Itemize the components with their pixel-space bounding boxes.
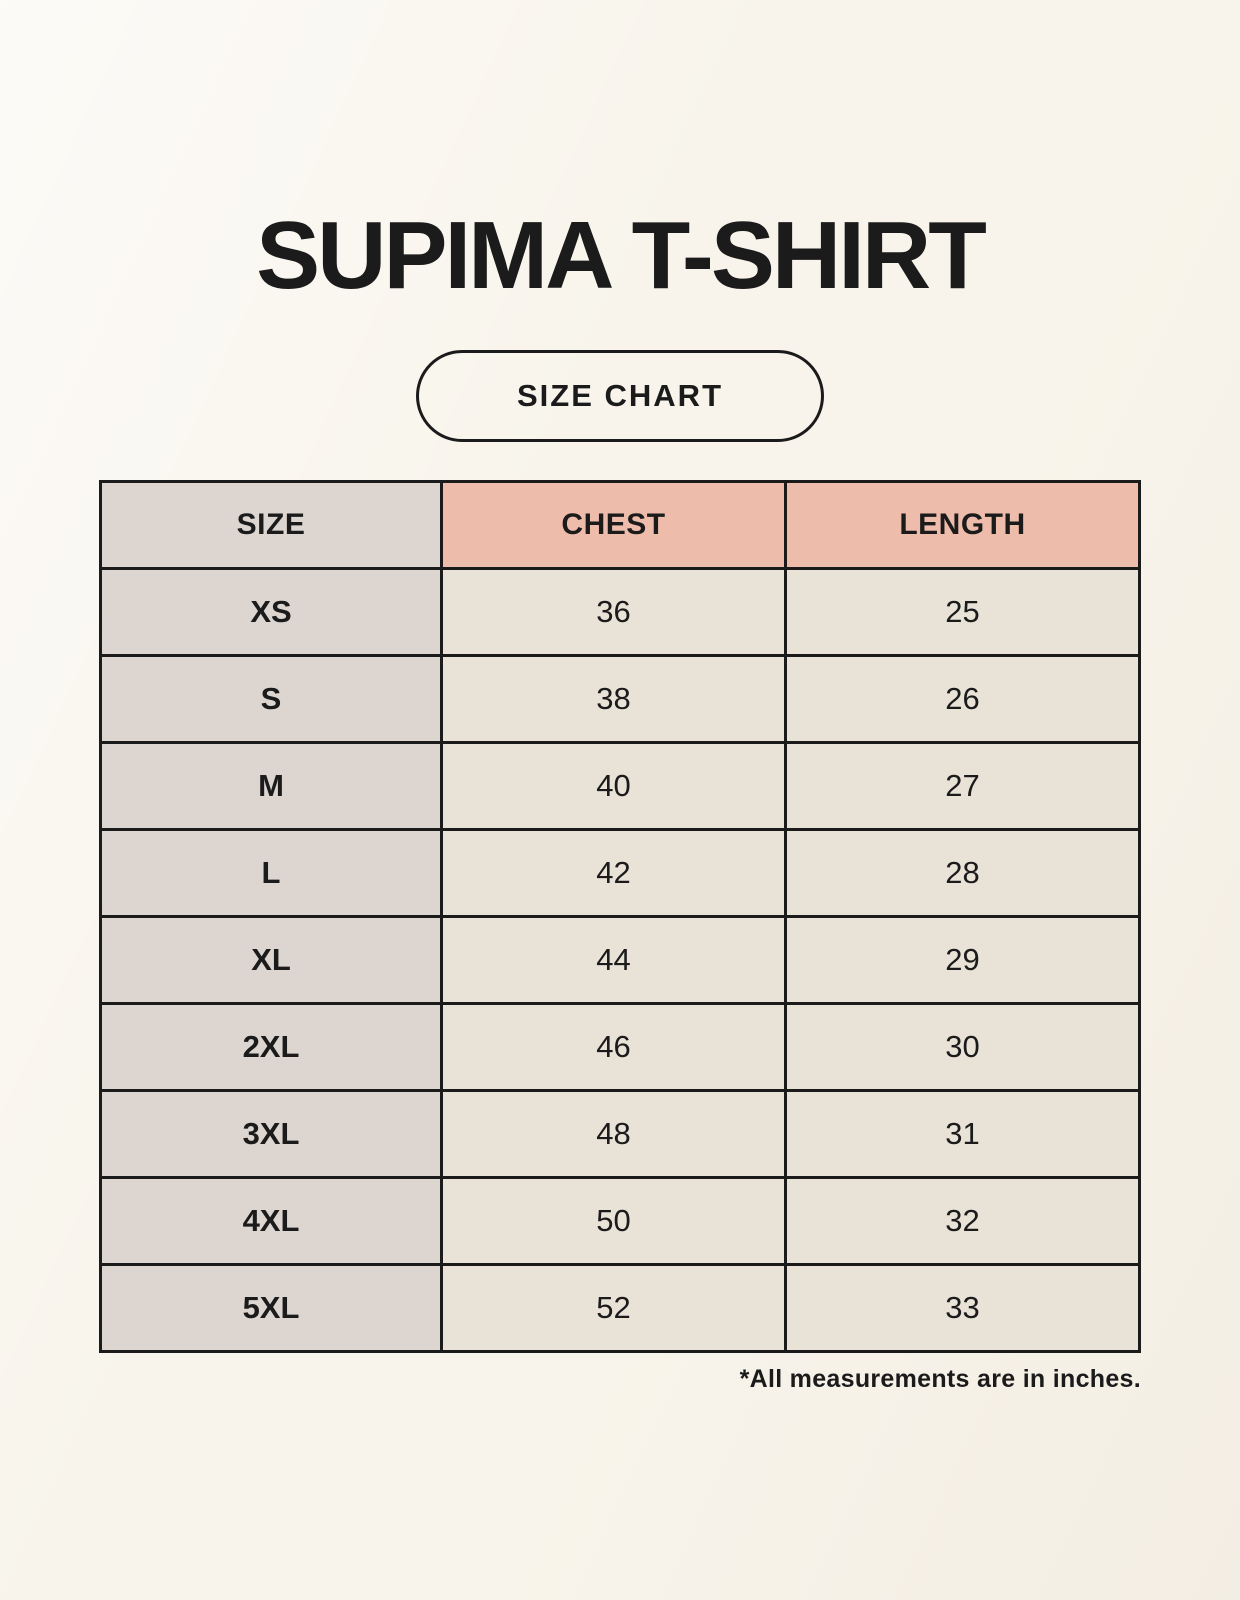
chest-cell: 38 xyxy=(442,656,786,743)
measurements-footnote: *All measurements are in inches. xyxy=(739,1365,1141,1393)
size-cell: 4XL xyxy=(101,1178,442,1265)
table-row xyxy=(101,1178,1140,1265)
length-cell: 27 xyxy=(786,743,1140,830)
size-chart-badge xyxy=(416,350,824,442)
table-row xyxy=(101,917,1140,1004)
size-chart-badge-label: SIZE CHART xyxy=(517,378,723,413)
chest-cell: 52 xyxy=(442,1265,786,1352)
table-row xyxy=(101,830,1140,917)
size-cell: XS xyxy=(101,569,442,656)
chest-cell: 40 xyxy=(442,743,786,830)
size-cell: 3XL xyxy=(101,1091,442,1178)
chest-cell: 42 xyxy=(442,830,786,917)
length-cell: 30 xyxy=(786,1004,1140,1091)
length-cell: 31 xyxy=(786,1091,1140,1178)
size-cell: 5XL xyxy=(101,1265,442,1352)
table-row xyxy=(101,743,1140,830)
size-table-body xyxy=(101,569,1140,1352)
length-cell: 29 xyxy=(786,917,1140,1004)
table-row xyxy=(101,1004,1140,1091)
chest-cell: 48 xyxy=(442,1091,786,1178)
chest-cell: 44 xyxy=(442,917,786,1004)
column-header-size: SIZE xyxy=(101,482,442,569)
size-cell: L xyxy=(101,830,442,917)
size-cell: S xyxy=(101,656,442,743)
length-cell: 32 xyxy=(786,1178,1140,1265)
chest-cell: 46 xyxy=(442,1004,786,1091)
table-row xyxy=(101,1265,1140,1352)
column-header-length: LENGTH xyxy=(786,482,1140,569)
page-title: SUPIMA T-SHIRT xyxy=(256,202,984,309)
header-row xyxy=(101,482,1140,569)
size-cell: XL xyxy=(101,917,442,1004)
size-table-head xyxy=(101,482,1140,569)
table-row xyxy=(101,569,1140,656)
length-cell: 28 xyxy=(786,830,1140,917)
table-row xyxy=(101,656,1140,743)
size-table xyxy=(99,480,1141,1353)
size-cell: M xyxy=(101,743,442,830)
size-cell: 2XL xyxy=(101,1004,442,1091)
length-cell: 25 xyxy=(786,569,1140,656)
column-header-chest: CHEST xyxy=(442,482,786,569)
chest-cell: 36 xyxy=(442,569,786,656)
chest-cell: 50 xyxy=(442,1178,786,1265)
length-cell: 26 xyxy=(786,656,1140,743)
length-cell: 33 xyxy=(786,1265,1140,1352)
table-row xyxy=(101,1091,1140,1178)
